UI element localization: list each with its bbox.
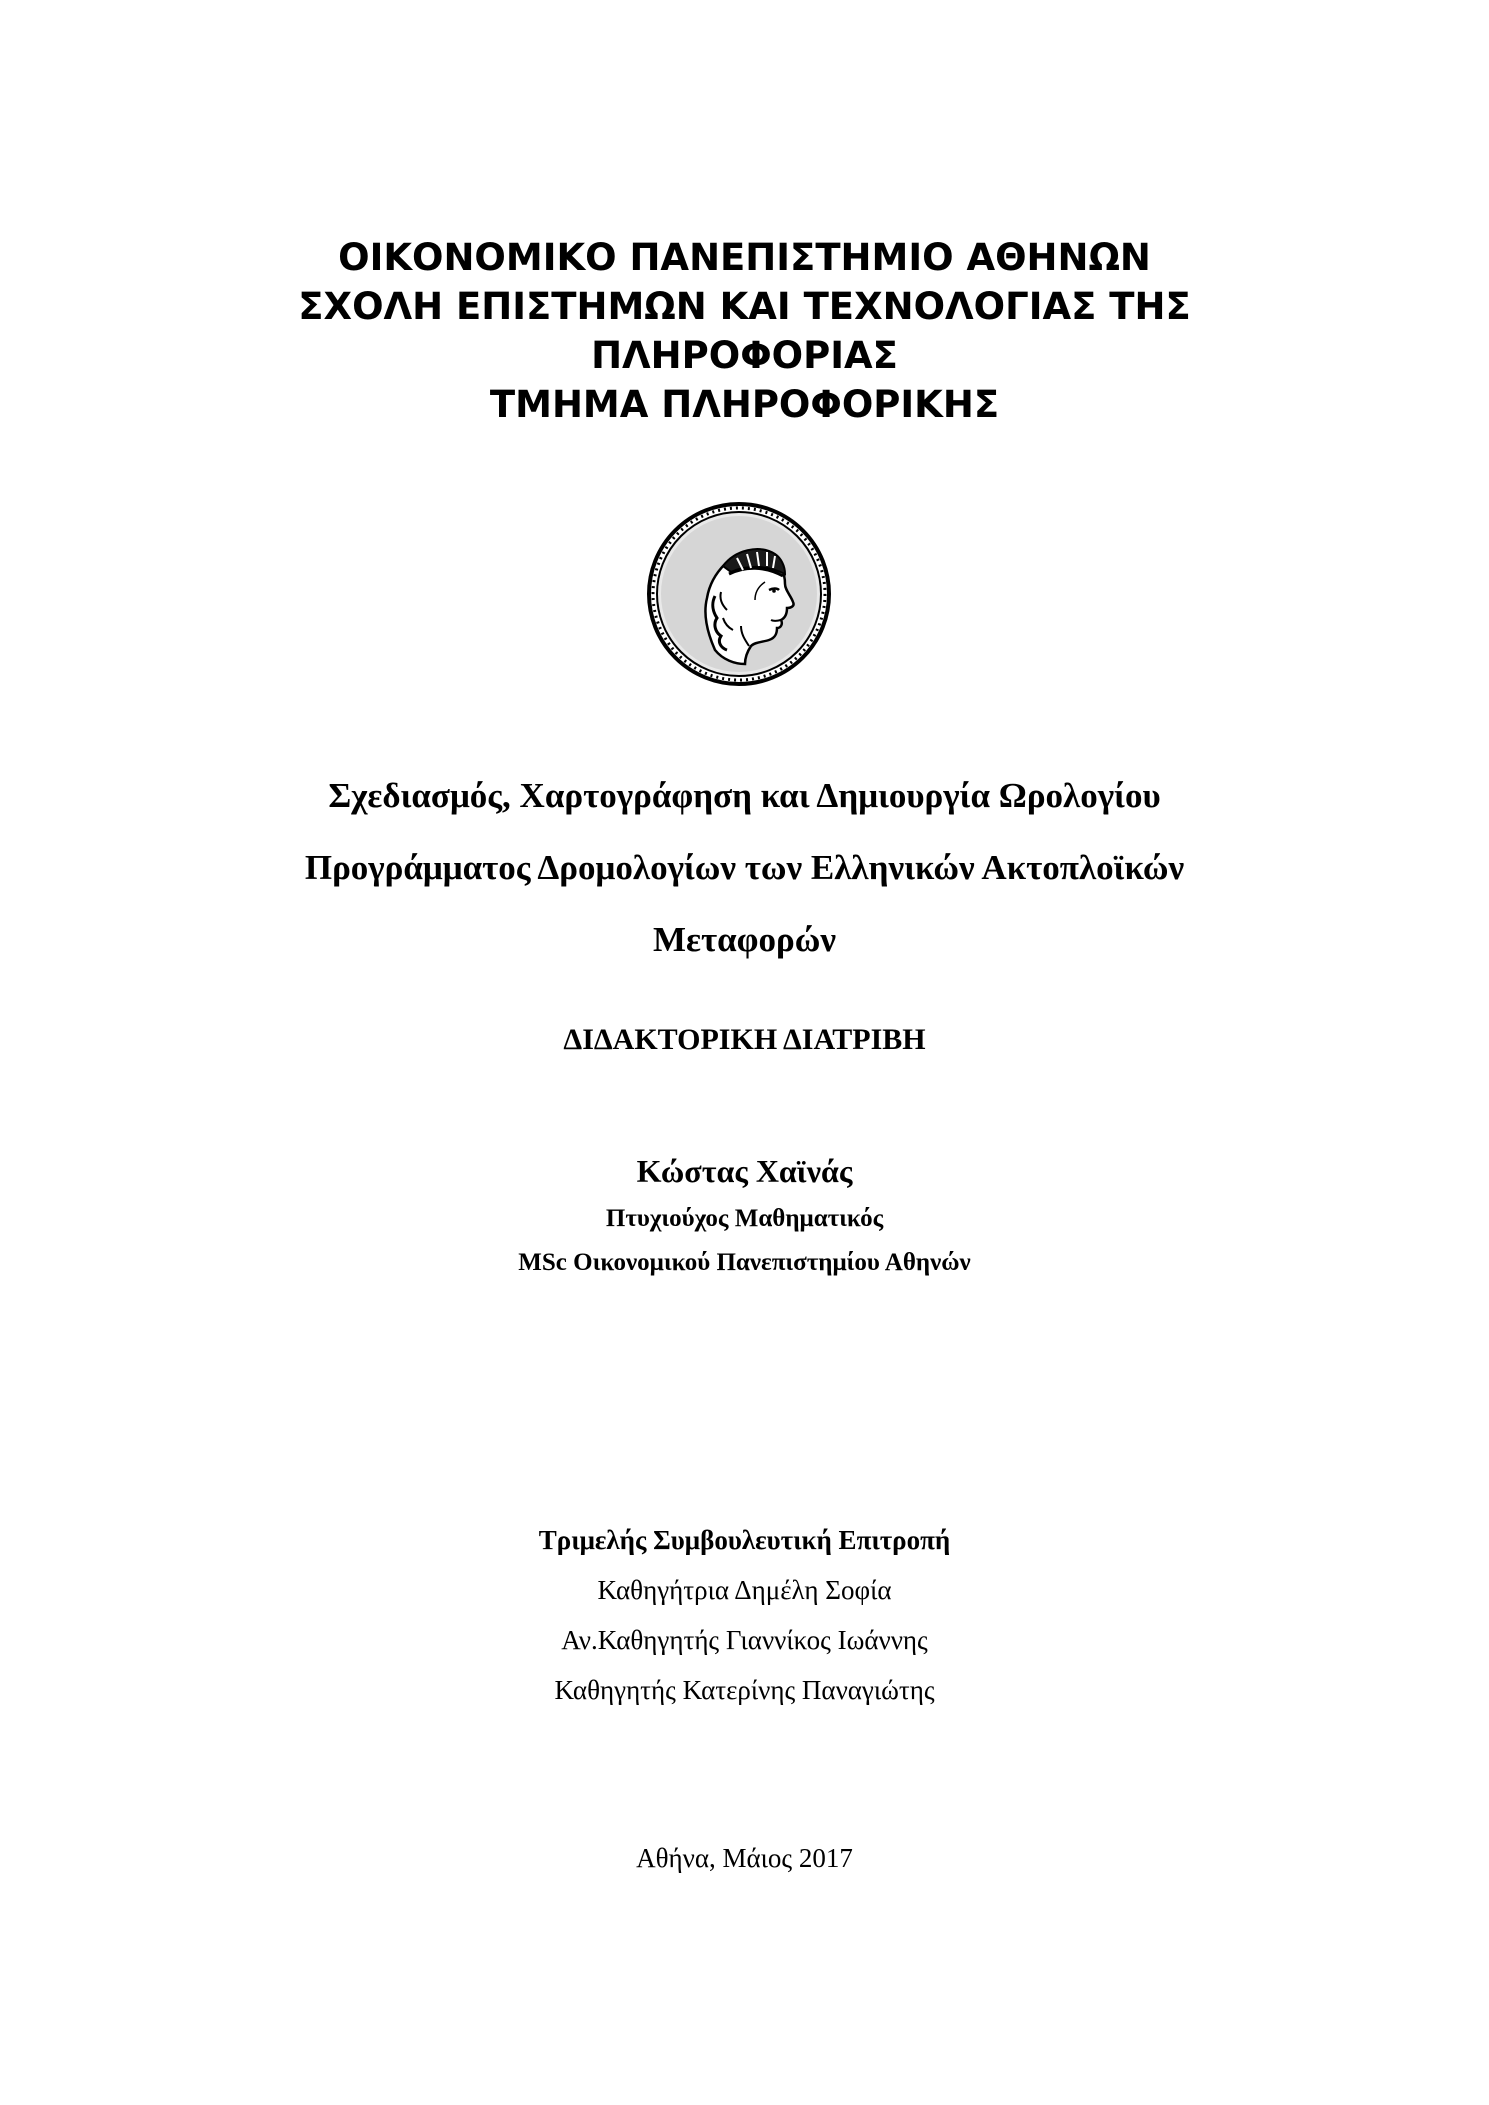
- document-type: ΔΙΔΑΚΤΟΡΙΚΗ ΔΙΑΤΡΙΒΗ: [563, 1023, 926, 1056]
- author-msc: MSc Οικονομικού Πανεπιστημίου Αθηνών: [518, 1249, 971, 1276]
- department-name: ΤΜΗΜΑ ΠΛΗΡΟΦΟΡΙΚΗΣ: [489, 383, 1000, 426]
- university-name: ΟΙΚΟΝΟΜΙΚΟ ΠΑΝΕΠΙΣΤΗΜΙΟ ΑΘΗΝΩΝ: [338, 236, 1151, 279]
- school-name-line-2: ΠΛΗΡΟΦΟΡΙΑΣ: [591, 334, 898, 377]
- committee-member: Καθηγητής Κατερίνης Παναγιώτης: [554, 1675, 935, 1705]
- committee-heading: Τριμελής Συμβουλευτική Επιτροπή: [538, 1525, 951, 1555]
- author-block: [0, 1145, 1489, 1285]
- author-name: Κώστας Χαϊνάς: [636, 1153, 853, 1189]
- thesis-title-line-3: Μεταφορών: [653, 920, 836, 959]
- place-and-date: Αθήνα, Μάιος 2017: [636, 1843, 853, 1873]
- institution-header: [0, 233, 1489, 429]
- thesis-title: [0, 760, 1489, 976]
- advisory-committee: [0, 1515, 1489, 1715]
- committee-member: Καθηγήτρια Δημέλη Σοφία: [597, 1575, 892, 1605]
- thesis-title-line-2: Προγράμματος Δρομολογίων των Ελληνικών Ακτοπλοϊκών: [304, 848, 1185, 887]
- school-name-line-1: ΣΧΟΛΗ ΕΠΙΣΤΗΜΩΝ ΚΑΙ ΤΕΧΝΟΛΟΓΙΑΣ ΤΗΣ: [298, 285, 1191, 328]
- thesis-title-line-1: Σχεδιασμός, Χαρτογράφηση και Δημιουργία Ωρολογίου: [328, 776, 1161, 815]
- committee-member: Αν.Καθηγητής Γιαννίκος Ιωάννης: [561, 1625, 928, 1655]
- author-degree: Πτυχιούχος Μαθηματικός: [605, 1205, 884, 1232]
- university-seal-icon: [645, 500, 833, 688]
